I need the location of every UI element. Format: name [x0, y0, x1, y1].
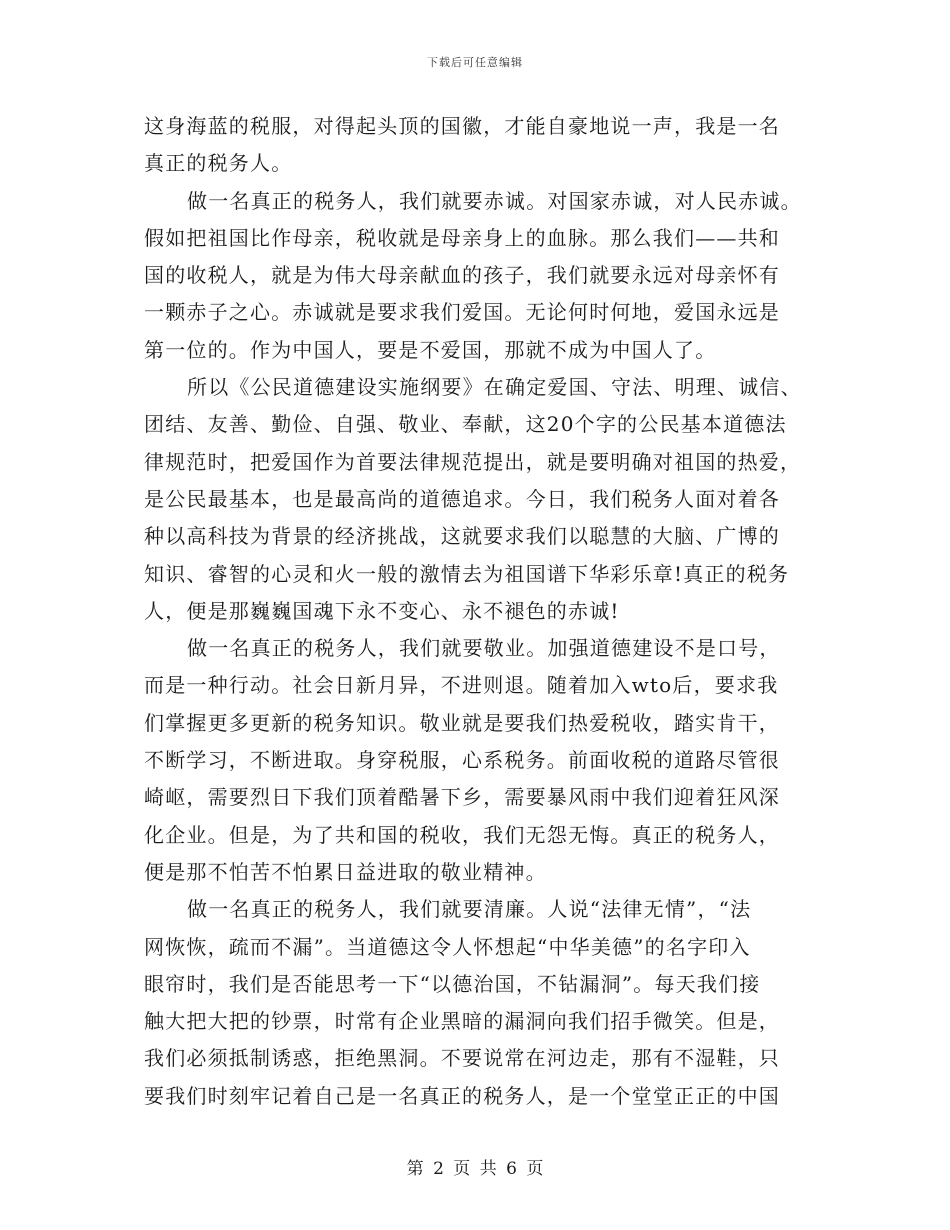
paragraph-first-line: 所以《公民道德建设实施纲要》在确定爱国、守法、明理、诚信、	[187, 375, 802, 400]
text-line: 而是一种行动。社会日新月异，不进则退。随着加入wto后，要求我	[144, 673, 779, 698]
text-line: 律规范时，把爱国作为首要法律规范提出，就是要明确对祖国的热爱，	[144, 449, 802, 474]
text-line: 知识、睿智的心灵和火一般的激情去为祖国谱下华彩乐章!真正的税务	[144, 561, 790, 586]
text-line: 一颗赤子之心。赤诚就是要求我们爱国。无论何时何地，爱国永远是	[144, 300, 780, 325]
text-line: 我们必须抵制诱惑，拒绝黑洞。不要说常在河边走，那有不湿鞋，只	[144, 1046, 780, 1071]
text-line: 化企业。但是，为了共和国的税收，我们无怨无悔。真正的税务人，	[144, 822, 780, 847]
text-line: 们掌握更多更新的税务知识。敬业就是要我们热爱税收，踏实肯干，	[144, 710, 780, 735]
text-line: 网恢恢，疏而不漏”。当道德这令人怀想起“中华美德”的名字印入	[144, 934, 751, 959]
paragraph-first-line: 做一名真正的税务人，我们就要清廉。人说“法律无情”，“法	[187, 897, 752, 922]
text-line: 不断学习，不断进取。身穿税服，心系税务。前面收税的道路尽管很	[144, 748, 780, 773]
document-body	[144, 108, 812, 1115]
text-line: 假如把祖国比作母亲，税收就是母亲身上的血脉。那么我们——共和	[144, 225, 780, 250]
paragraph-first-line: 做一名真正的税务人，我们就要敬业。加强道德建设不是口号，	[187, 636, 781, 661]
text-line: 真正的税务人。	[144, 151, 293, 176]
text-line: 便是那不怕苦不怕累日益进取的敬业精神。	[144, 859, 547, 884]
text-line: 触大把大把的钞票，时常有企业黑暗的漏洞向我们招手微笑。但是，	[144, 1009, 780, 1034]
text-line: 这身海蓝的税服，对得起头顶的国徽，才能自豪地说一声，我是一名	[144, 114, 780, 138]
page-header: 下载后可任意编辑	[427, 56, 523, 69]
text-line: 种以高科技为背景的经济挑战，这就要求我们以聪慧的大脑、广博的	[144, 524, 780, 549]
text-line: 眼帘时，我们是否能思考一下“以德治国，不钻漏洞”。每天我们接	[144, 971, 761, 996]
text-line: 崎岖，需要烈日下我们顶着酷暑下乡，需要暴风雨中我们迎着狂风深	[144, 785, 780, 810]
text-line: 人，便是那巍巍国魂下永不变心、永不褪色的赤诚!	[144, 598, 620, 623]
text-line: 是公民最基本，也是最高尚的道德追求。今日，我们税务人面对着各	[144, 486, 780, 511]
text-line: 第一位的。作为中国人，要是不爱国，那就不成为中国人了。	[144, 337, 717, 362]
text-line: 国的收税人，就是为伟大母亲献血的孩子，我们就要永远对母亲怀有	[144, 263, 780, 288]
paragraph-first-line: 做一名真正的税务人，我们就要赤诚。对国家赤诚，对人民赤诚。	[187, 188, 802, 213]
text-line: 团结、友善、勤俭、自强、敬业、奉献，这20个字的公民基本道德法	[144, 412, 787, 437]
page-footer: 第 2 页 共 6 页	[406, 1159, 544, 1179]
text-line: 要我们时刻牢记着自己是一名真正的税务人，是一个堂堂正正的中国	[144, 1083, 780, 1108]
